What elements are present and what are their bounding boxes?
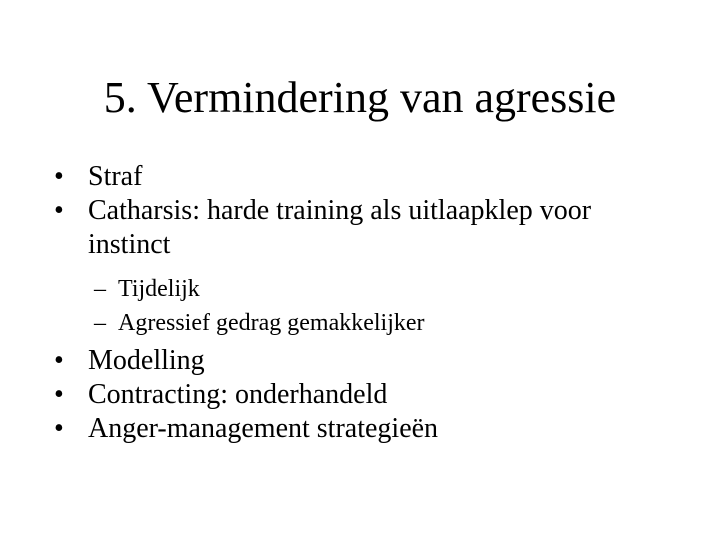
list-item <box>54 194 674 262</box>
bullet-icon: • <box>54 161 64 192</box>
list-item <box>54 344 674 378</box>
sub-list-item-text: Tijdelijk <box>118 276 200 302</box>
list-item-text: Modelling <box>88 345 205 376</box>
dash-icon: – <box>94 310 106 336</box>
sub-list-item <box>54 272 674 306</box>
bullet-list <box>54 160 674 446</box>
list-item-text: Straf <box>88 161 143 192</box>
list-item <box>54 378 674 412</box>
sub-list-item-text: Agressief gedrag gemakkelijker <box>118 310 425 336</box>
dash-icon: – <box>94 276 106 302</box>
bullet-icon: • <box>54 195 64 226</box>
list-item-text: Catharsis: harde training als uitlaapklep voor instinct <box>88 195 592 260</box>
list-item <box>54 412 674 446</box>
bullet-icon: • <box>54 345 64 376</box>
bullet-icon: • <box>54 379 64 410</box>
bullet-icon: • <box>54 413 64 444</box>
sub-list <box>54 272 674 340</box>
slide-title: 5. Vermindering van agressie <box>103 73 617 122</box>
list-item-text: Contracting: onderhandeld <box>88 379 388 410</box>
list-item-text: Anger-management strategieën <box>88 413 439 444</box>
sub-list-item <box>54 306 674 340</box>
list-item <box>54 160 674 194</box>
